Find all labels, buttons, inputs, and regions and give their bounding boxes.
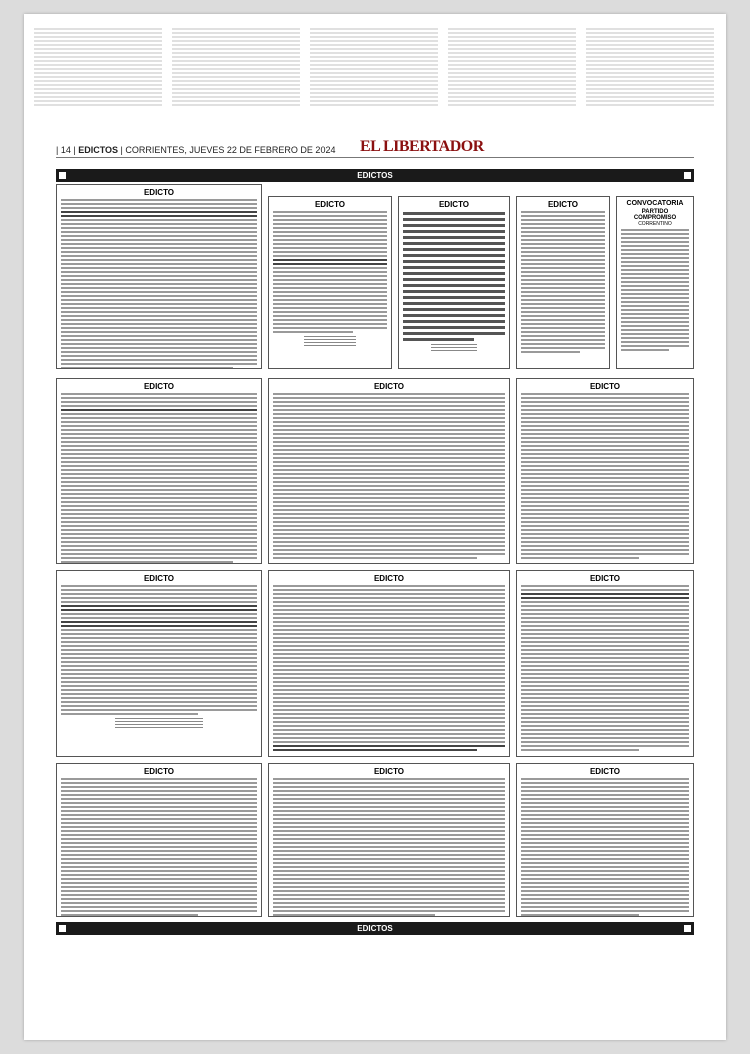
newspaper-logo: EL LIBERTADOR bbox=[360, 138, 484, 155]
page-header bbox=[56, 140, 694, 158]
convocatoria-party: PARTIDO COMPROMISO bbox=[633, 209, 677, 221]
edict-r4c2 bbox=[268, 763, 510, 917]
edict-title: EDICTO bbox=[373, 382, 405, 391]
edict-r4c3 bbox=[516, 763, 694, 917]
convocatoria-party-sub: CORRENTINO bbox=[638, 221, 672, 227]
edict-title: EDICTO bbox=[589, 382, 621, 391]
previous-page-bleed bbox=[34, 28, 716, 128]
edict-r1c2 bbox=[268, 196, 392, 369]
edict-title: EDICTO bbox=[589, 574, 621, 583]
section-bar-top: EDICTOS bbox=[56, 169, 694, 182]
convocatoria-box bbox=[616, 196, 694, 369]
edict-title: EDICTO bbox=[143, 188, 175, 197]
edict-title: EDICTO bbox=[143, 574, 175, 583]
convocatoria-title: CONVOCATORIA bbox=[626, 200, 684, 207]
edict-title: EDICTO bbox=[438, 200, 470, 209]
header-date: CORRIENTES, JUEVES 22 DE FEBRERO DE 2024 bbox=[125, 145, 336, 155]
header-dateline: | 14 | EDICTOS | CORRIENTES, JUEVES 22 DE FEBRERO DE 2024 bbox=[56, 145, 336, 155]
edict-r2c2 bbox=[268, 378, 510, 564]
edict-title: EDICTO bbox=[314, 200, 346, 209]
edict-title: EDICTO bbox=[373, 574, 405, 583]
edict-r2c1 bbox=[56, 378, 262, 564]
edict-r3c3 bbox=[516, 570, 694, 757]
page-number: 14 bbox=[60, 145, 71, 155]
edict-r1c3 bbox=[398, 196, 510, 369]
edict-r2c3 bbox=[516, 378, 694, 564]
section-bar-bottom: EDICTOS bbox=[56, 922, 694, 935]
edict-title: EDICTO bbox=[373, 767, 405, 776]
edict-r4c1 bbox=[56, 763, 262, 917]
edict-r3c2 bbox=[268, 570, 510, 757]
edict-r1c4 bbox=[516, 196, 610, 369]
edict-title: EDICTO bbox=[589, 767, 621, 776]
header-section: EDICTOS bbox=[78, 145, 119, 155]
edict-title: EDICTO bbox=[547, 200, 579, 209]
edict-r3c1 bbox=[56, 570, 262, 757]
edict-title: EDICTO bbox=[143, 767, 175, 776]
newspaper-page bbox=[24, 14, 726, 1040]
edict-title: EDICTO bbox=[143, 382, 175, 391]
edict-r1c1 bbox=[56, 184, 262, 369]
